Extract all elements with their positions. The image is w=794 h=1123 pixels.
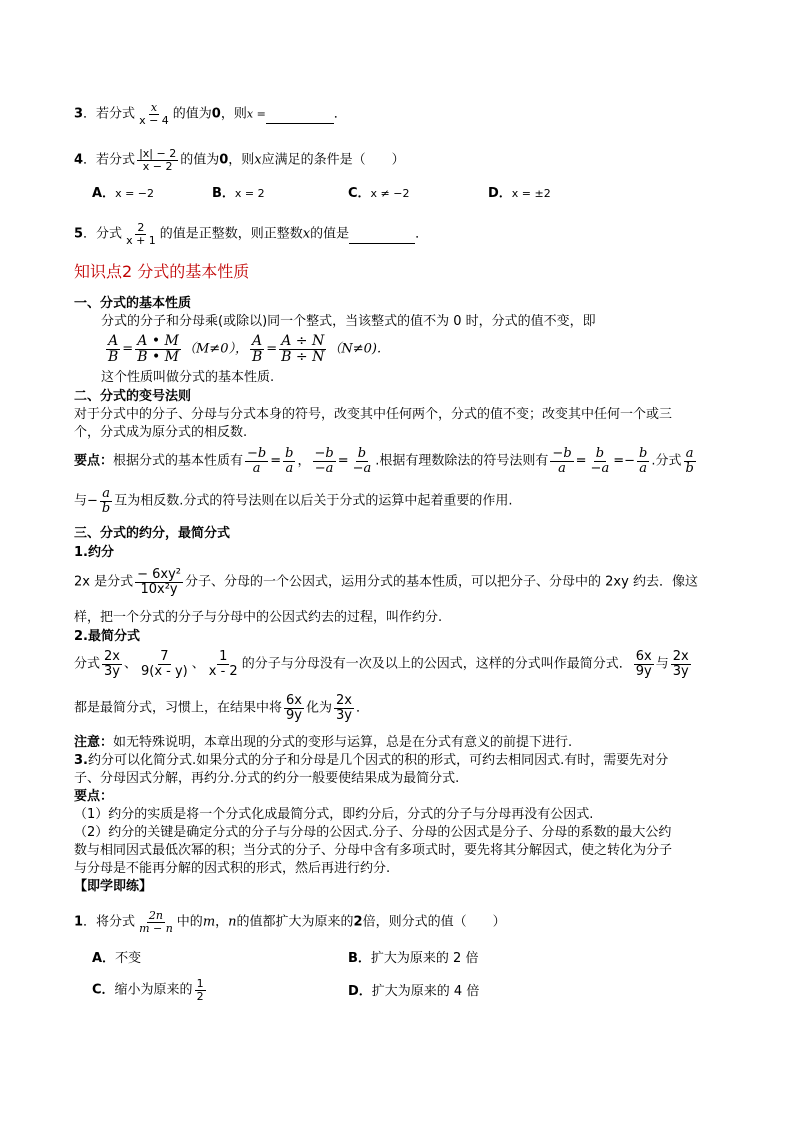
fraction: $\frac{x}{x - 4}$ bbox=[139, 101, 169, 127]
q4-option-b: B．x = 2 bbox=[212, 186, 265, 201]
practice-question-1: 1．将分式 $\frac{2n}{m - n}$ 中的m，n的值都扩大为原来的2倍，则分式的值（ ） bbox=[74, 909, 506, 935]
practice-heading: 【即学即练】 bbox=[74, 879, 153, 894]
paragraph: 对于分式中的分子、分母与分式本身的符号，改变其中任何两个，分式的值不变；改变其中任何一个或三 bbox=[74, 407, 673, 422]
p1-option-d: D．扩大为原来的 4 倍 bbox=[348, 984, 480, 999]
paragraph: 2x 是分式 $\frac{\text{− 6xy²}}{\text{10x²y}}$ 分子、分母的一个公因式，运用分式的基本性质，可以把分子、分母中的 2xy 约去．像这 bbox=[74, 567, 698, 597]
heading-basic-property: 一、分式的基本性质 bbox=[74, 296, 192, 311]
heading-reduction: 三、分式的约分，最简分式 bbox=[74, 526, 231, 541]
subheading-reduction: 1.约分 bbox=[74, 545, 114, 560]
question-3: 3．若分式 $\frac{x}{x - 4}$ 的值为0，则x = ． bbox=[74, 101, 347, 127]
p1-option-b: B．扩大为原来的 2 倍 bbox=[348, 951, 479, 966]
paragraph: 都是最简分式，习惯上，在结果中将 $\frac{6x}{9y}$ 化为 $\frac{2x}{3y}$ ． bbox=[74, 693, 369, 723]
section-title: 知识点2 分式的基本性质 bbox=[74, 262, 250, 281]
heading-sign-rule: 二、分式的变号法则 bbox=[74, 389, 192, 404]
key-point-2-cont: 数与相同因式最低次幂的积；当分式的分子、分母中含有多项式时，要先将其分解因式，使之转化为分子 bbox=[74, 843, 673, 858]
paragraph: 3.约分可以化简分式.如果分式的分子和分母是几个因式的积的形式，可约去相同因式.有时，需要先对分 bbox=[74, 753, 669, 768]
question-4: 4．若分式 $\frac{|x| - 2}{x - 2}$ 的值为0，则x应满足的条件是（ ） bbox=[74, 147, 405, 173]
p1-option-c: C．缩小为原来的 $\frac{1}{2}$ bbox=[92, 977, 204, 1003]
paragraph: 分式的分子和分母乘(或除以)同一个整式，当该整式的值不为 0 时，分式的值不变，即 bbox=[101, 314, 596, 329]
paragraph: 子、分母因式分解，再约分.分式的约分一般要使结果成为最简分式. bbox=[74, 771, 460, 786]
q4-option-a: A．x = −2 bbox=[92, 186, 154, 201]
subheading-simplest: 2.最简分式 bbox=[74, 629, 140, 644]
q4-option-d: D．x = ±2 bbox=[488, 186, 551, 201]
paragraph: 这个性质叫做分式的基本性质. bbox=[101, 370, 275, 385]
paragraph-simplest: 分式 $\frac{2x}{3y}$ 、 $\frac{7}{9(x - y)}$ 、 $\frac{1}{x - 2}$ 的分子与分母没有一次及以上的公因式，这样的分式叫作最简分式． $\frac{6x}{9y}$ 与 $\frac{2x}{3y}$ bbox=[74, 649, 689, 679]
answer-blank bbox=[349, 227, 415, 244]
paragraph: 个，分式成为原分式的相反数. bbox=[74, 425, 248, 440]
fraction: $\frac{2}{x + 1}$ bbox=[126, 221, 156, 247]
q4-option-c: C．x ≠ −2 bbox=[348, 186, 410, 201]
paragraph: 样，把一个分式的分子与分母中的公因式约去的过程，叫作约分. bbox=[74, 610, 443, 625]
key-point-label: 要点： bbox=[74, 789, 114, 804]
question-5: 5．分式 $\frac{2}{x + 1}$ 的值是正整数，则正整数x的值是 ． bbox=[74, 221, 429, 247]
key-point-2-cont: 与分母是不能再分解的因式积的形式，然后再进行约分. bbox=[74, 861, 391, 876]
paragraph: 与− $\frac{a}{b}$ 互为相反数.分式的符号法则在以后关于分式的运算中起着重要的作用. bbox=[74, 486, 513, 516]
note: 注意：如无特殊说明，本章出现的分式的变形与运算，总是在分式有意义的前提下进行. bbox=[74, 735, 573, 750]
p1-option-a: A．不变 bbox=[92, 951, 142, 966]
key-point-sign: 要点：根据分式的基本性质有 $\frac{-b}{a}$ = $\frac{b}{a}$ ， $\frac{-b}{-a}$ = $\frac{b}{-a}$ .根据有理数除法的符号法则有 $\frac{-b}{a}$ = $\frac{b}{-a}$ =− $\frac{b}{a}$ .分式 $\frac{a}{b}$ bbox=[74, 446, 694, 476]
fraction: $\frac{|x| - 2}{x - 2}$ bbox=[139, 147, 177, 173]
key-point-1: （1）约分的实质是将一个分式化成最简分式，即约分后，分式的分子与分母再没有公因式. bbox=[74, 807, 594, 822]
formula-basic-property: $\frac{A}{B}$ = $\frac{A • M}{B • M}$ （M≠0）， $\frac{A}{B}$ = $\frac{A \div N}{B \div N}$ （N≠0). bbox=[108, 333, 382, 365]
answer-blank bbox=[266, 107, 334, 124]
key-point-2: （2）约分的关键是确定分式的分子与分母的公因式.分子、分母的公因式是分子、分母的系数的最大公约 bbox=[74, 825, 672, 840]
